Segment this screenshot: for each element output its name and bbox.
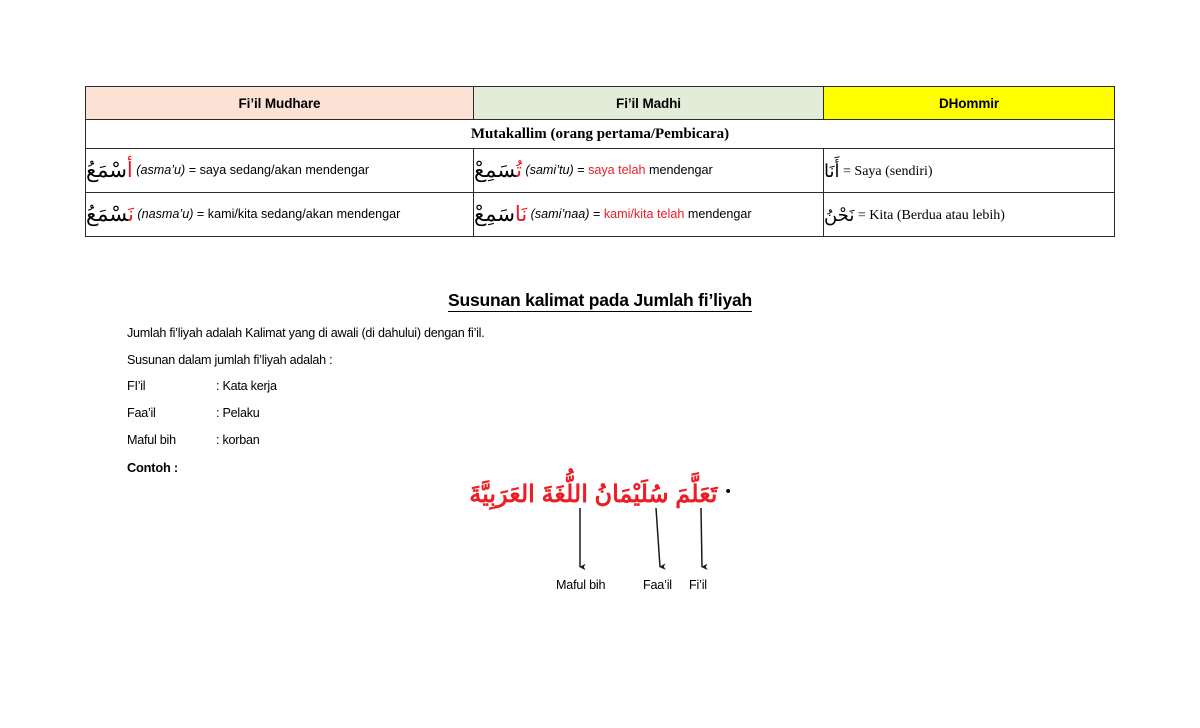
example-sentence-row: [0, 482, 1200, 508]
meaning-asmau: saya sedang/akan mendengar: [199, 163, 370, 177]
arrow-label-fiil: Fi’il: [689, 578, 707, 592]
section-title: [0, 290, 1200, 311]
arabic-word-saminaa: نَاسَمِعْ: [474, 203, 528, 226]
cell-dhommir-row2: [824, 193, 1115, 237]
arabic-pronoun-ana: أَنَا: [824, 160, 840, 181]
equals-sign: =: [185, 163, 200, 177]
arabic-word-samitu: تُسَمِعْ: [474, 159, 522, 182]
list-item: [127, 406, 277, 433]
equals-sign: =: [193, 207, 208, 221]
table-row: [86, 193, 1115, 237]
paragraph-structure-intro: Susunan dalam jumlah fi’liyah adalah :: [127, 353, 333, 367]
header-cell-fiil-madhi: [474, 87, 824, 120]
arrow-label-maful-bih: Maful bih: [556, 578, 606, 592]
table-row: [86, 149, 1115, 193]
equals-sign: =: [573, 163, 589, 177]
meaning-saminaa: mendengar: [684, 207, 752, 221]
cell-mudhare-row2: [86, 193, 474, 237]
list-item: [127, 379, 277, 406]
arrow-to-fiil: [701, 508, 702, 567]
translit-saminaa: (sami’naa): [530, 207, 590, 221]
annotation-arrows: [540, 508, 740, 580]
arrow-label-row: [0, 578, 1200, 598]
group-row-cell-mutakallim: [86, 120, 1115, 149]
arabic-word-nasmau: نَسْمَعُ: [86, 203, 134, 226]
arabic-word-asmau: أسْمَعُ: [86, 159, 133, 182]
meaning-ana: Saya (sendiri): [854, 163, 933, 179]
arrow-to-faail: [656, 508, 660, 567]
arrow-label-faail: Faa’il: [643, 578, 672, 592]
definition-list: [127, 379, 277, 460]
definition-value-fiil: : Kata kerja: [216, 379, 277, 393]
definition-term-faail: Faa’il: [127, 406, 156, 420]
meaning-highlight-saminaa: kami/kita telah: [603, 207, 685, 221]
definition-value-maful-bih: : korban: [216, 433, 260, 447]
definition-term-fiil: FI’il: [127, 379, 146, 393]
bullet-icon: •: [725, 483, 731, 500]
equals-sign: =: [589, 207, 604, 221]
definition-term-maful-bih: Maful bih: [127, 433, 176, 447]
header-cell-fiil-mudhare: [86, 87, 474, 120]
table-group-row: [86, 120, 1115, 149]
definition-value-faail: : Pelaku: [216, 406, 260, 420]
meaning-nasmau: kami/kita sedang/akan mendengar: [207, 207, 401, 221]
cell-mudhare-row1: [86, 149, 474, 193]
list-item: [127, 433, 277, 460]
table-header-row: [86, 87, 1115, 120]
example-arabic-sentence: تَعَلَّمَ سُلَيْمَانُ اللُّغَةَ العَرَبِيَّةَ: [469, 481, 718, 508]
meaning-nahnu: Kita (Berdua atau lebih): [869, 207, 1005, 223]
cell-madhi-row2: [474, 193, 824, 237]
meaning-samitu: mendengar: [645, 163, 713, 177]
cell-madhi-row1: [474, 149, 824, 193]
equals-sign: =: [854, 207, 870, 223]
cell-dhommir-row1: [824, 149, 1115, 193]
translit-nasmau: (nasma’u): [137, 207, 194, 221]
header-cell-dhommir: [824, 87, 1115, 120]
equals-sign: =: [839, 163, 855, 179]
contoh-label: Contoh :: [127, 460, 178, 475]
arabic-pronoun-nahnu: نَحْنُ: [824, 204, 855, 225]
header-label-fiil-mudhare: Fi’il Mudhare: [238, 95, 321, 111]
group-row-label: Mutakallim (orang pertama/Pembicara): [470, 125, 730, 142]
translit-asmau: (asma’u): [136, 163, 186, 177]
header-label-dhommir: DHommir: [938, 95, 1000, 111]
section-title-text: Susunan kalimat pada Jumlah fi’liyah: [448, 290, 752, 310]
paragraph-definition: Jumlah fi’liyah adalah Kalimat yang di awali (di dahului) dengan fi’il.: [127, 326, 485, 340]
conjugation-table: [85, 86, 1115, 237]
translit-samitu: (sami’tu): [525, 163, 574, 177]
meaning-highlight-samitu: saya telah: [588, 163, 646, 177]
header-label-fiil-madhi: Fi’il Madhi: [616, 95, 681, 111]
